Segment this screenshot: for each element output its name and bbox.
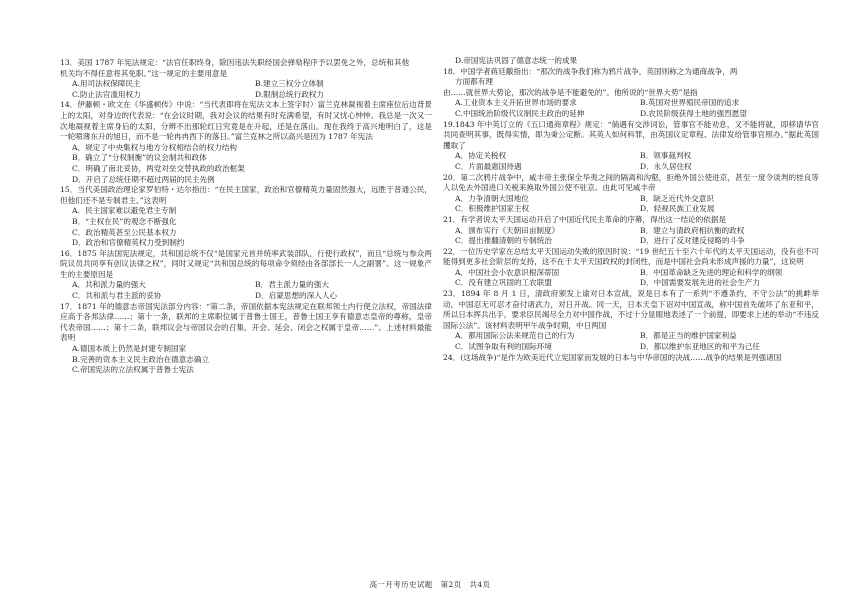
question-13-stem: 13．美国 1787 年宪法规定：“法官任职终身，除因违法失职经国会弹劾程序予以罢免之外，总统和其他 bbox=[60, 58, 410, 67]
question-15-option-b: B．“主权在民”的观念不断强化 bbox=[72, 216, 177, 226]
page-footer: 高一月考历史试题 第2页 共4页 bbox=[369, 580, 491, 589]
question-18-option-c: C.中国统治阶级代议制民主政治的延伸 bbox=[455, 108, 585, 118]
question-17-option-d: D.帝国宪法巩固了德意志统一的成果 bbox=[455, 56, 578, 65]
question-19-stem: 19.1843 年中英订立的《五口通商章程》规定：“倘遇有交涉词讼，管事官不能劝息，又不能将就，即移请华官共同查明其事，既得实情，即为秉公定断。其英人如何科罪，由英国议定章程、法律发给管事官照办。”据此英国攫取了 bbox=[443, 119, 819, 150]
question-15-stem: 15．当代美国政治理论家罗伯特・达尔指出：“在民主国家，政治和官僚精英力量固然强大，远胜于普通公民，但他们还不是专制君主。”这表明 bbox=[60, 185, 432, 205]
question-18 bbox=[443, 67, 819, 120]
question-18-option-d: D.农民阶级获得土地的强烈愿望 bbox=[640, 108, 747, 118]
question-17-option-d-wrap bbox=[443, 56, 819, 67]
question-24 bbox=[443, 353, 819, 364]
question-23-option-b: B．都是正当的维护国家利益 bbox=[640, 331, 737, 341]
right-column bbox=[443, 56, 819, 363]
question-13-option-b: B.建立三权分立体制 bbox=[255, 79, 324, 89]
question-19 bbox=[443, 120, 819, 173]
question-16-option-b: B．君主派力量的强大 bbox=[255, 280, 329, 290]
question-22-option-c: C．没有建立巩固的工农联盟 bbox=[455, 278, 552, 288]
question-22-stem: 22．一位历史学家在总结太平天国运动失败的原因时说：“19 世纪五十至六十年代的太平天国运动，没有也不可能得到更多社会阶层的支持，这不在于太平天国政权的封闭性，而是中国社会尚未形成声援的力量”，这说明 bbox=[443, 246, 819, 267]
question-19-option-d: D．永久居住权 bbox=[640, 161, 692, 171]
question-22-option-a: A．中国社会小农意识根深蒂固 bbox=[455, 267, 560, 277]
question-22 bbox=[443, 247, 819, 289]
question-14-stem: 14．伊藤顿・欧文在《华盛顿传》中说：“当代表即将在宪法文本上签字时）富兰克林凝视着主席座位后边背景上的太阳，对身边的代表说：“在会议时期，我对会议的结果有时充满希望，有时又忧心忡忡。我总是一次又一次地凝视着主席身后的太阳，分辨不出那轮红日究竟是在升起，还是在落山。现在我终于高兴地明白了，这是一轮喷薄东升的旭日，而不是一轮冉冉西下的落日。”富兰克林之所以高兴是因为 1787 年宪法 bbox=[60, 100, 432, 142]
question-17-option-c: C.帝国宪法的立法权属于普鲁士宪法 bbox=[72, 365, 194, 375]
question-23-option-c: C．试图争取有利的国际环境 bbox=[455, 342, 552, 352]
question-13-option-c: C.防止法官滥用权力 bbox=[72, 89, 141, 99]
question-14 bbox=[60, 100, 432, 185]
question-16 bbox=[60, 249, 432, 302]
question-16-option-d: D．启蒙思想的深入人心 bbox=[255, 291, 338, 301]
question-19-option-a: A．协定关税权 bbox=[455, 151, 507, 161]
question-17-option-b: B.完善的资本主义民主政治在德意志确立 bbox=[72, 354, 210, 364]
question-14-option-a: A．规定了中央集权与地方分权相结合的权力结构 bbox=[72, 142, 237, 152]
question-20 bbox=[443, 173, 819, 215]
question-20-option-d: D．轻视民族工业发展 bbox=[640, 204, 715, 214]
question-15-option-d: D．政治和官僚精英权力受到制约 bbox=[72, 238, 185, 248]
question-21-option-c: C．提出推翻清朝的专制统治 bbox=[455, 236, 552, 246]
question-18-option-b: B.英国对世界殖民帝国的追求 bbox=[640, 98, 740, 108]
question-13 bbox=[60, 58, 432, 100]
question-14-option-d: D．开启了总统任期不超过两届的民主先例 bbox=[72, 174, 215, 184]
question-21-option-d: D．进行了反对建反侵略的斗争 bbox=[640, 236, 745, 246]
question-13-option-d: D.限制总统行政权力 bbox=[255, 89, 324, 99]
question-17-stem: 17．1871 年的德意志帝国宪法部分内容：“第二条，帝国依据本宪法规定在联邦领土内行使立法权，帝国法律应高于各邦法律……；第十一条，联邦的主席职位属于普鲁士国王，普鲁士国王享有德意志皇帝的尊称，皇帝代表帝国……；第十二条，联邦议会与帝国议会的召集、开会、延会、闭会之权属于皇帝……”。上述材料最能表明 bbox=[60, 301, 432, 343]
question-23-option-a: A．都用国际公法来规范自己的行为 bbox=[455, 331, 575, 341]
question-14-option-c: C．明确了南北妥协，两党对垒交替执政的政治框架 bbox=[72, 163, 245, 173]
question-20-option-c: C．积极维护国家主权 bbox=[455, 204, 530, 214]
question-18-stem-cont: 方面都有理 bbox=[455, 77, 493, 87]
question-13-stem-cont: 机关均不得任意将其免职。”这一规定的主要用意是 bbox=[60, 68, 228, 78]
question-14-option-b: B．确立了“分权制衡”的议会制共和政体 bbox=[72, 153, 207, 163]
question-24-stem: 24．(这场战争)“是作为欧美近代立宪国家而发展的日本与中华帝国的决战……战争的结果是列强诸国 bbox=[443, 352, 782, 362]
question-16-option-c: C．共和派与君主派的妥协 bbox=[72, 291, 162, 301]
question-16-option-a: A．共和派力量的强大 bbox=[72, 280, 146, 290]
question-17-option-a: A.德国本质上仍然是封建专制国家 bbox=[72, 344, 187, 354]
question-16-stem: 16．1875 年法国宪法规定，共和国总统不仅“是国家元首并统率武装部队，行使行政权”，而且“总统与参众两院议员共同享有创议法律之权”，同时又规定“共和国总统的每项命令须经由各部部长一人之副署”。这一规象产生的主要原因是 bbox=[60, 248, 432, 279]
question-21 bbox=[443, 215, 819, 247]
question-21-option-b: B．建立与清政府相抗衡的政权 bbox=[640, 225, 745, 235]
question-21-option-a: A．颁布实行《天朝田亩制度》 bbox=[455, 225, 560, 235]
question-22-option-b: B．中国革命缺乏先进的理论和科学的纲领 bbox=[640, 267, 783, 277]
question-18-option-a: A.工业资本主义开拓世界市场的要求 bbox=[455, 98, 577, 108]
question-20-option-a: A．力争清朝大国地位 bbox=[455, 193, 529, 203]
question-23-option-d: D．都以维护东亚地区的和平为己任 bbox=[640, 342, 760, 352]
question-15 bbox=[60, 185, 432, 249]
question-17 bbox=[60, 302, 432, 376]
question-18-stem-end: 由……就世界大势论，那次的战争是不能避免的”。他所说的“世界大势”是指 bbox=[443, 87, 698, 97]
question-18-stem: 18．中国学者蒋廷黻指出：“那次的战争我们称为鸦片战争，英国则称之为通商战争，两 bbox=[443, 66, 738, 76]
question-19-option-c: C．片面最惠国待遇 bbox=[455, 161, 522, 171]
question-22-option-d: D．中国需要发展先进的社会生产力 bbox=[640, 278, 760, 288]
left-column bbox=[60, 58, 432, 376]
question-19-option-b: B．领事裁判权 bbox=[640, 151, 692, 161]
question-15-option-c: C．政治精英甚至公民基本权力 bbox=[72, 227, 177, 237]
question-15-option-a: A．民主国家难以避免君主专制 bbox=[72, 206, 177, 216]
question-20-stem: 20．第二次鸦片战争中，咸丰帝主张保全华夷之间的隔离和沟壑，拒绝外国公使进京，甚至一度令谈判的桂良等人以免去外国进口关税来换取外国公使不驻京。由此可见咸丰帝 bbox=[443, 172, 819, 193]
question-13-option-a: A.用司法权保障民主 bbox=[72, 79, 141, 89]
question-21-stem: 21．有学者说太平天国运动开启了中国近代民主革命的序幕，得出这一结论的依据是 bbox=[443, 214, 727, 224]
question-23-stem: 23．1894 年 8 月 1 日，清政府颁发上谕对日本宣战，说是日本有了一系列“不遵条约，不守公法”的挑衅举动，中国忍无可忍才奋付诸武力，对日开战。同一天，日本天皇下诏对中国宣战，称中国首先破坏了东亚和平，所以日本挥兵出手，要求臣民竭尽全力对中国作战，不过十分显眼地表述了一个前提，即要求上述的举动“不违反国际公法”。该材料表明甲午战争时期，中日两国 bbox=[443, 289, 819, 330]
question-23 bbox=[443, 289, 819, 353]
question-20-option-b: B．缺乏近代外交意识 bbox=[640, 193, 714, 203]
